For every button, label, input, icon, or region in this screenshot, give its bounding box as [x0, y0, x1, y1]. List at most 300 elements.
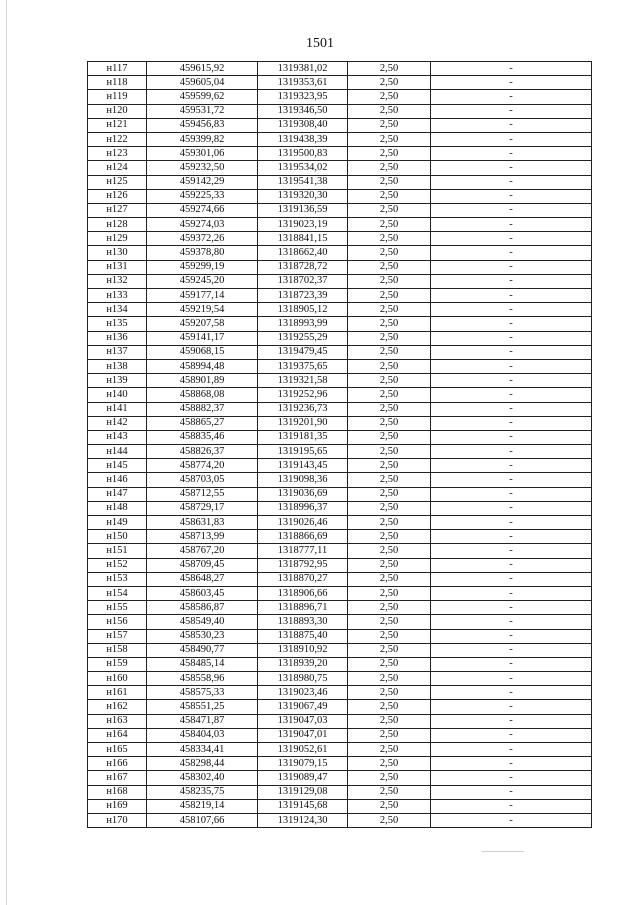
- accuracy-cell: 2,50: [348, 757, 431, 771]
- x-coordinate-cell: 459245,20: [147, 274, 258, 288]
- accuracy-cell: 2,50: [348, 586, 431, 600]
- note-cell: -: [431, 246, 592, 260]
- note-cell: -: [431, 714, 592, 728]
- table-row: [88, 771, 592, 785]
- note-cell: -: [431, 118, 592, 132]
- point-id-cell: н143: [88, 430, 147, 444]
- note-cell: -: [431, 90, 592, 104]
- table-row: [88, 799, 592, 813]
- table-row: [88, 76, 592, 90]
- accuracy-cell: 2,50: [348, 615, 431, 629]
- accuracy-cell: 2,50: [348, 246, 431, 260]
- note-cell: -: [431, 430, 592, 444]
- accuracy-cell: 2,50: [348, 232, 431, 246]
- x-coordinate-cell: 459142,29: [147, 175, 258, 189]
- point-id-cell: н124: [88, 161, 147, 175]
- note-cell: -: [431, 700, 592, 714]
- note-cell: -: [431, 303, 592, 317]
- accuracy-cell: 2,50: [348, 501, 431, 515]
- x-coordinate-cell: 458471,87: [147, 714, 258, 728]
- y-coordinate-cell: 1318866,69: [258, 530, 348, 544]
- accuracy-cell: 2,50: [348, 430, 431, 444]
- table-row: [88, 147, 592, 161]
- accuracy-cell: 2,50: [348, 76, 431, 90]
- accuracy-cell: 2,50: [348, 359, 431, 373]
- x-coordinate-cell: 458485,14: [147, 657, 258, 671]
- x-coordinate-cell: 458826,37: [147, 445, 258, 459]
- point-id-cell: н146: [88, 473, 147, 487]
- x-coordinate-cell: 458868,08: [147, 388, 258, 402]
- table-row: [88, 274, 592, 288]
- table-row: [88, 232, 592, 246]
- accuracy-cell: 2,50: [348, 303, 431, 317]
- accuracy-cell: 2,50: [348, 473, 431, 487]
- x-coordinate-cell: 458490,77: [147, 643, 258, 657]
- y-coordinate-cell: 1318893,30: [258, 615, 348, 629]
- y-coordinate-cell: 1319321,58: [258, 374, 348, 388]
- x-coordinate-cell: 458882,37: [147, 402, 258, 416]
- table-row: [88, 757, 592, 771]
- y-coordinate-cell: 1319067,49: [258, 700, 348, 714]
- point-id-cell: н141: [88, 402, 147, 416]
- accuracy-cell: 2,50: [348, 388, 431, 402]
- accuracy-cell: 2,50: [348, 118, 431, 132]
- note-cell: -: [431, 161, 592, 175]
- table-body: [88, 62, 592, 828]
- y-coordinate-cell: 1319143,45: [258, 459, 348, 473]
- y-coordinate-cell: 1319252,96: [258, 388, 348, 402]
- point-id-cell: н131: [88, 260, 147, 274]
- accuracy-cell: 2,50: [348, 345, 431, 359]
- x-coordinate-cell: 459177,14: [147, 289, 258, 303]
- x-coordinate-cell: 459399,82: [147, 132, 258, 146]
- x-coordinate-cell: 458709,45: [147, 558, 258, 572]
- table-row: [88, 516, 592, 530]
- scan-mark: [482, 851, 524, 852]
- note-cell: -: [431, 615, 592, 629]
- table-row: [88, 62, 592, 76]
- table-row: [88, 90, 592, 104]
- point-id-cell: н169: [88, 799, 147, 813]
- point-id-cell: н127: [88, 203, 147, 217]
- note-cell: -: [431, 643, 592, 657]
- accuracy-cell: 2,50: [348, 771, 431, 785]
- accuracy-cell: 2,50: [348, 90, 431, 104]
- table-row: [88, 672, 592, 686]
- y-coordinate-cell: 1319195,65: [258, 445, 348, 459]
- note-cell: -: [431, 544, 592, 558]
- y-coordinate-cell: 1319124,30: [258, 813, 348, 827]
- y-coordinate-cell: 1319500,83: [258, 147, 348, 161]
- table-row: [88, 743, 592, 757]
- table-row: [88, 643, 592, 657]
- table-row: [88, 558, 592, 572]
- note-cell: -: [431, 572, 592, 586]
- point-id-cell: н161: [88, 686, 147, 700]
- x-coordinate-cell: 458404,03: [147, 728, 258, 742]
- x-coordinate-cell: 459207,58: [147, 317, 258, 331]
- point-id-cell: н154: [88, 586, 147, 600]
- accuracy-cell: 2,50: [348, 459, 431, 473]
- point-id-cell: н151: [88, 544, 147, 558]
- accuracy-cell: 2,50: [348, 629, 431, 643]
- table-row: [88, 104, 592, 118]
- note-cell: -: [431, 586, 592, 600]
- x-coordinate-cell: 458865,27: [147, 416, 258, 430]
- accuracy-cell: 2,50: [348, 132, 431, 146]
- accuracy-cell: 2,50: [348, 813, 431, 827]
- x-coordinate-cell: 458603,45: [147, 586, 258, 600]
- y-coordinate-cell: 1318896,71: [258, 601, 348, 615]
- table-row: [88, 813, 592, 827]
- note-cell: -: [431, 657, 592, 671]
- x-coordinate-cell: 459232,50: [147, 161, 258, 175]
- table-row: [88, 430, 592, 444]
- note-cell: -: [431, 785, 592, 799]
- x-coordinate-cell: 458575,33: [147, 686, 258, 700]
- note-cell: -: [431, 147, 592, 161]
- point-id-cell: н159: [88, 657, 147, 671]
- y-coordinate-cell: 1318906,66: [258, 586, 348, 600]
- point-id-cell: н150: [88, 530, 147, 544]
- scan-edge-line: [6, 0, 7, 905]
- note-cell: -: [431, 530, 592, 544]
- note-cell: -: [431, 771, 592, 785]
- x-coordinate-cell: 458551,25: [147, 700, 258, 714]
- point-id-cell: н167: [88, 771, 147, 785]
- point-id-cell: н140: [88, 388, 147, 402]
- accuracy-cell: 2,50: [348, 686, 431, 700]
- y-coordinate-cell: 1319541,38: [258, 175, 348, 189]
- table-row: [88, 487, 592, 501]
- y-coordinate-cell: 1319255,29: [258, 331, 348, 345]
- table-row: [88, 189, 592, 203]
- point-id-cell: н163: [88, 714, 147, 728]
- x-coordinate-cell: 459225,33: [147, 189, 258, 203]
- table-row: [88, 203, 592, 217]
- x-coordinate-cell: 459301,06: [147, 147, 258, 161]
- point-id-cell: н152: [88, 558, 147, 572]
- point-id-cell: н148: [88, 501, 147, 515]
- note-cell: -: [431, 374, 592, 388]
- accuracy-cell: 2,50: [348, 331, 431, 345]
- note-cell: -: [431, 232, 592, 246]
- point-id-cell: н137: [88, 345, 147, 359]
- accuracy-cell: 2,50: [348, 530, 431, 544]
- x-coordinate-cell: 458549,40: [147, 615, 258, 629]
- y-coordinate-cell: 1319353,61: [258, 76, 348, 90]
- y-coordinate-cell: 1318939,20: [258, 657, 348, 671]
- y-coordinate-cell: 1319023,46: [258, 686, 348, 700]
- note-cell: -: [431, 728, 592, 742]
- y-coordinate-cell: 1318662,40: [258, 246, 348, 260]
- note-cell: -: [431, 132, 592, 146]
- x-coordinate-cell: 458219,14: [147, 799, 258, 813]
- accuracy-cell: 2,50: [348, 799, 431, 813]
- accuracy-cell: 2,50: [348, 643, 431, 657]
- y-coordinate-cell: 1319479,45: [258, 345, 348, 359]
- point-id-cell: н158: [88, 643, 147, 657]
- x-coordinate-cell: 458835,46: [147, 430, 258, 444]
- point-id-cell: н118: [88, 76, 147, 90]
- y-coordinate-cell: 1319023,19: [258, 218, 348, 232]
- point-id-cell: н147: [88, 487, 147, 501]
- x-coordinate-cell: 458586,87: [147, 601, 258, 615]
- x-coordinate-cell: 459141,17: [147, 331, 258, 345]
- table-row: [88, 657, 592, 671]
- accuracy-cell: 2,50: [348, 289, 431, 303]
- point-id-cell: н164: [88, 728, 147, 742]
- table-row: [88, 416, 592, 430]
- note-cell: -: [431, 459, 592, 473]
- x-coordinate-cell: 458530,23: [147, 629, 258, 643]
- note-cell: -: [431, 799, 592, 813]
- y-coordinate-cell: 1319145,68: [258, 799, 348, 813]
- accuracy-cell: 2,50: [348, 62, 431, 76]
- point-id-cell: н123: [88, 147, 147, 161]
- x-coordinate-cell: 458648,27: [147, 572, 258, 586]
- y-coordinate-cell: 1319089,47: [258, 771, 348, 785]
- x-coordinate-cell: 459068,15: [147, 345, 258, 359]
- x-coordinate-cell: 458713,99: [147, 530, 258, 544]
- note-cell: -: [431, 445, 592, 459]
- note-cell: -: [431, 359, 592, 373]
- note-cell: -: [431, 629, 592, 643]
- note-cell: -: [431, 289, 592, 303]
- accuracy-cell: 2,50: [348, 218, 431, 232]
- note-cell: -: [431, 813, 592, 827]
- table-row: [88, 700, 592, 714]
- y-coordinate-cell: 1319136,59: [258, 203, 348, 217]
- point-id-cell: н156: [88, 615, 147, 629]
- table-row: [88, 686, 592, 700]
- accuracy-cell: 2,50: [348, 785, 431, 799]
- table-row: [88, 473, 592, 487]
- x-coordinate-cell: 459605,04: [147, 76, 258, 90]
- table-row: [88, 629, 592, 643]
- y-coordinate-cell: 1318993,99: [258, 317, 348, 331]
- note-cell: -: [431, 274, 592, 288]
- note-cell: -: [431, 317, 592, 331]
- x-coordinate-cell: 458334,41: [147, 743, 258, 757]
- accuracy-cell: 2,50: [348, 260, 431, 274]
- table-row: [88, 331, 592, 345]
- table-row: [88, 359, 592, 373]
- accuracy-cell: 2,50: [348, 728, 431, 742]
- x-coordinate-cell: 458994,48: [147, 359, 258, 373]
- note-cell: -: [431, 76, 592, 90]
- y-coordinate-cell: 1319098,36: [258, 473, 348, 487]
- point-id-cell: н139: [88, 374, 147, 388]
- note-cell: -: [431, 189, 592, 203]
- note-cell: -: [431, 487, 592, 501]
- y-coordinate-cell: 1318875,40: [258, 629, 348, 643]
- y-coordinate-cell: 1319129,08: [258, 785, 348, 799]
- point-id-cell: н153: [88, 572, 147, 586]
- note-cell: -: [431, 331, 592, 345]
- point-id-cell: н120: [88, 104, 147, 118]
- y-coordinate-cell: 1319236,73: [258, 402, 348, 416]
- y-coordinate-cell: 1319438,39: [258, 132, 348, 146]
- coordinates-table: [87, 61, 592, 828]
- point-id-cell: н165: [88, 743, 147, 757]
- point-id-cell: н125: [88, 175, 147, 189]
- point-id-cell: н170: [88, 813, 147, 827]
- x-coordinate-cell: 459274,03: [147, 218, 258, 232]
- note-cell: -: [431, 402, 592, 416]
- x-coordinate-cell: 458558,96: [147, 672, 258, 686]
- accuracy-cell: 2,50: [348, 402, 431, 416]
- note-cell: -: [431, 416, 592, 430]
- point-id-cell: н145: [88, 459, 147, 473]
- x-coordinate-cell: 458107,66: [147, 813, 258, 827]
- accuracy-cell: 2,50: [348, 445, 431, 459]
- table-row: [88, 601, 592, 615]
- x-coordinate-cell: 458302,40: [147, 771, 258, 785]
- accuracy-cell: 2,50: [348, 203, 431, 217]
- x-coordinate-cell: 458774,20: [147, 459, 258, 473]
- x-coordinate-cell: 459615,92: [147, 62, 258, 76]
- point-id-cell: н132: [88, 274, 147, 288]
- y-coordinate-cell: 1318702,37: [258, 274, 348, 288]
- x-coordinate-cell: 459274,66: [147, 203, 258, 217]
- y-coordinate-cell: 1318841,15: [258, 232, 348, 246]
- x-coordinate-cell: 458901,89: [147, 374, 258, 388]
- table-row: [88, 714, 592, 728]
- x-coordinate-cell: 458703,05: [147, 473, 258, 487]
- y-coordinate-cell: 1319079,15: [258, 757, 348, 771]
- accuracy-cell: 2,50: [348, 601, 431, 615]
- accuracy-cell: 2,50: [348, 104, 431, 118]
- note-cell: -: [431, 345, 592, 359]
- x-coordinate-cell: 458298,44: [147, 757, 258, 771]
- y-coordinate-cell: 1319320,30: [258, 189, 348, 203]
- x-coordinate-cell: 458631,83: [147, 516, 258, 530]
- point-id-cell: н142: [88, 416, 147, 430]
- y-coordinate-cell: 1319346,50: [258, 104, 348, 118]
- page-number: 1501: [306, 36, 334, 51]
- point-id-cell: н126: [88, 189, 147, 203]
- x-coordinate-cell: 459219,54: [147, 303, 258, 317]
- x-coordinate-cell: 459299,19: [147, 260, 258, 274]
- note-cell: -: [431, 601, 592, 615]
- point-id-cell: н160: [88, 672, 147, 686]
- table-row: [88, 402, 592, 416]
- y-coordinate-cell: 1319036,69: [258, 487, 348, 501]
- note-cell: -: [431, 175, 592, 189]
- table-row: [88, 374, 592, 388]
- accuracy-cell: 2,50: [348, 558, 431, 572]
- accuracy-cell: 2,50: [348, 700, 431, 714]
- point-id-cell: н134: [88, 303, 147, 317]
- point-id-cell: н122: [88, 132, 147, 146]
- point-id-cell: н157: [88, 629, 147, 643]
- accuracy-cell: 2,50: [348, 572, 431, 586]
- table-row: [88, 459, 592, 473]
- point-id-cell: н135: [88, 317, 147, 331]
- point-id-cell: н128: [88, 218, 147, 232]
- note-cell: -: [431, 104, 592, 118]
- x-coordinate-cell: 458235,75: [147, 785, 258, 799]
- accuracy-cell: 2,50: [348, 161, 431, 175]
- point-id-cell: н121: [88, 118, 147, 132]
- table-row: [88, 544, 592, 558]
- accuracy-cell: 2,50: [348, 189, 431, 203]
- accuracy-cell: 2,50: [348, 487, 431, 501]
- y-coordinate-cell: 1318980,75: [258, 672, 348, 686]
- table-row: [88, 728, 592, 742]
- point-id-cell: н117: [88, 62, 147, 76]
- table-row: [88, 175, 592, 189]
- table-row: [88, 445, 592, 459]
- table-row: [88, 345, 592, 359]
- y-coordinate-cell: 1319308,40: [258, 118, 348, 132]
- accuracy-cell: 2,50: [348, 714, 431, 728]
- accuracy-cell: 2,50: [348, 743, 431, 757]
- x-coordinate-cell: 458767,20: [147, 544, 258, 558]
- x-coordinate-cell: 459456,83: [147, 118, 258, 132]
- y-coordinate-cell: 1319534,02: [258, 161, 348, 175]
- table-row: [88, 246, 592, 260]
- note-cell: -: [431, 203, 592, 217]
- x-coordinate-cell: 459372,26: [147, 232, 258, 246]
- y-coordinate-cell: 1318870,27: [258, 572, 348, 586]
- x-coordinate-cell: 458729,17: [147, 501, 258, 515]
- accuracy-cell: 2,50: [348, 317, 431, 331]
- note-cell: -: [431, 558, 592, 572]
- note-cell: -: [431, 62, 592, 76]
- y-coordinate-cell: 1319047,01: [258, 728, 348, 742]
- y-coordinate-cell: 1319047,03: [258, 714, 348, 728]
- point-id-cell: н119: [88, 90, 147, 104]
- y-coordinate-cell: 1319375,65: [258, 359, 348, 373]
- y-coordinate-cell: 1319052,61: [258, 743, 348, 757]
- table-row: [88, 260, 592, 274]
- table-row: [88, 303, 592, 317]
- x-coordinate-cell: 459531,72: [147, 104, 258, 118]
- note-cell: -: [431, 388, 592, 402]
- table-row: [88, 530, 592, 544]
- accuracy-cell: 2,50: [348, 374, 431, 388]
- table-row: [88, 785, 592, 799]
- y-coordinate-cell: 1319381,02: [258, 62, 348, 76]
- y-coordinate-cell: 1318728,72: [258, 260, 348, 274]
- point-id-cell: н166: [88, 757, 147, 771]
- accuracy-cell: 2,50: [348, 657, 431, 671]
- point-id-cell: н155: [88, 601, 147, 615]
- y-coordinate-cell: 1318723,39: [258, 289, 348, 303]
- table-row: [88, 161, 592, 175]
- table-row: [88, 586, 592, 600]
- table-row: [88, 218, 592, 232]
- note-cell: -: [431, 672, 592, 686]
- accuracy-cell: 2,50: [348, 274, 431, 288]
- y-coordinate-cell: 1318777,11: [258, 544, 348, 558]
- note-cell: -: [431, 686, 592, 700]
- y-coordinate-cell: 1318910,92: [258, 643, 348, 657]
- accuracy-cell: 2,50: [348, 516, 431, 530]
- accuracy-cell: 2,50: [348, 175, 431, 189]
- table-row: [88, 132, 592, 146]
- table-row: [88, 317, 592, 331]
- x-coordinate-cell: 459378,80: [147, 246, 258, 260]
- accuracy-cell: 2,50: [348, 147, 431, 161]
- accuracy-cell: 2,50: [348, 672, 431, 686]
- table-row: [88, 388, 592, 402]
- point-id-cell: н136: [88, 331, 147, 345]
- table-row: [88, 501, 592, 515]
- note-cell: -: [431, 218, 592, 232]
